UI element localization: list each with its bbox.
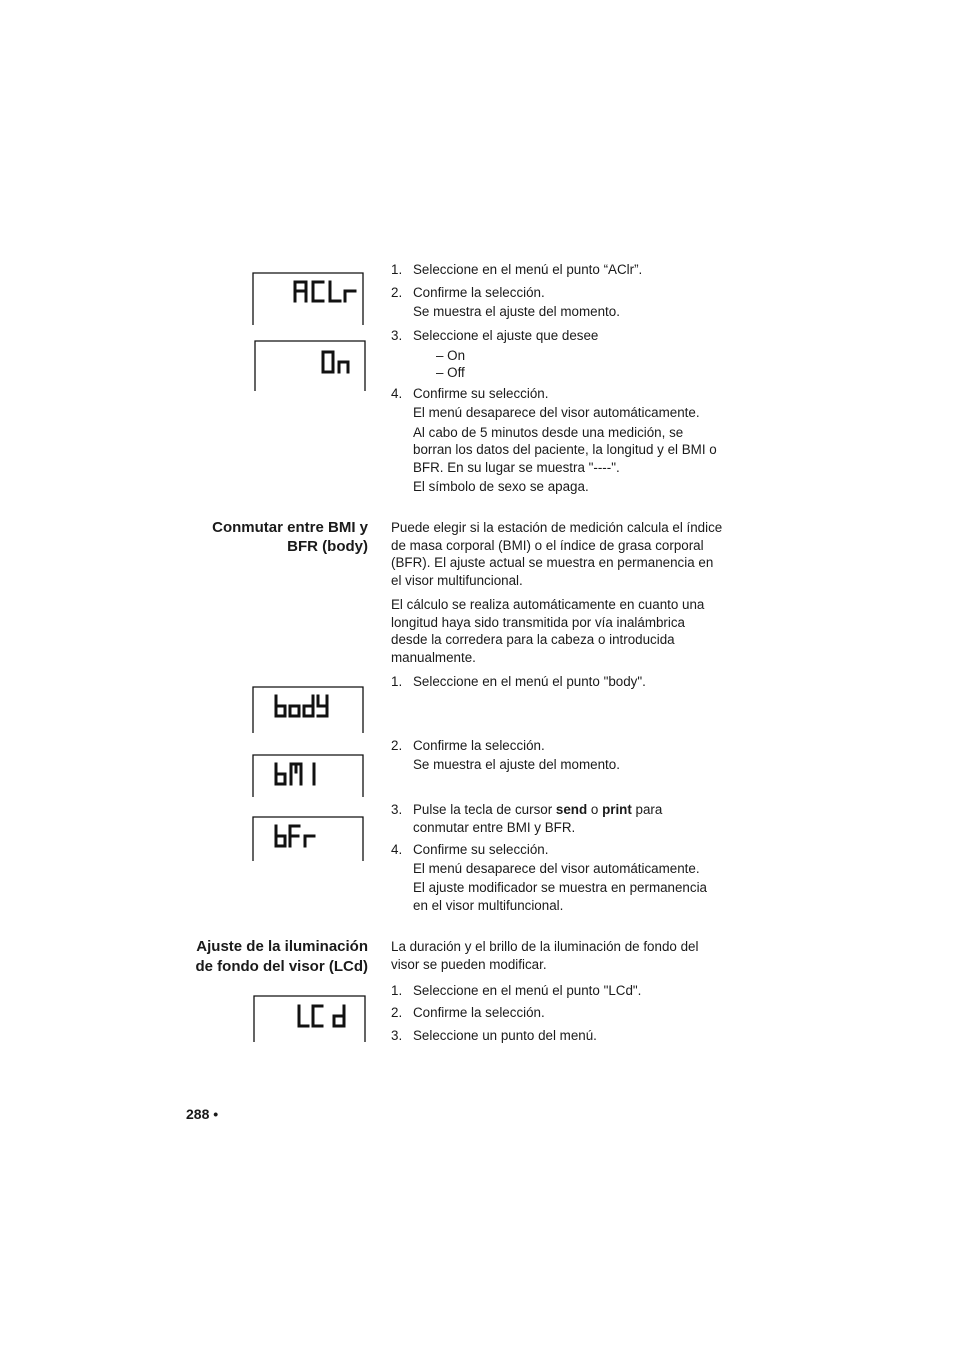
key-print: print <box>602 802 632 817</box>
paragraph-line: longitud haya sido transmitida por vía inalámbrica <box>391 615 686 630</box>
step-text: Seleccione en el menú el punto "body". <box>413 674 646 689</box>
section-heading: Conmutar entre BMI y <box>212 519 368 536</box>
step-number: 1. <box>391 674 403 689</box>
step-text-part: Pulse la tecla de cursor <box>413 802 556 817</box>
step-text: Seleccione en el menú el punto "LCd". <box>413 983 642 998</box>
step-subtext: Se muestra el ajuste del momento. <box>413 304 620 319</box>
step-text-part: o <box>587 802 603 817</box>
step-subtext: Al cabo de 5 minutos desde una medición, se <box>413 425 684 440</box>
paragraph-line: El cálculo se realiza automáticamente en cuanto una <box>391 597 705 612</box>
step-number: 3. <box>391 1028 403 1043</box>
lcd-display-on <box>254 340 366 392</box>
lcd-display-lcd <box>253 995 366 1043</box>
paragraph-line: visor se pueden modificar. <box>391 957 547 972</box>
lcd-display-bfr <box>252 816 364 862</box>
paragraph-line: manualmente. <box>391 650 476 665</box>
option-on: – On <box>436 348 466 363</box>
lcd-display-body <box>252 686 364 734</box>
step-text: Confirme su selección. <box>413 386 549 401</box>
step-number: 4. <box>391 386 403 401</box>
step-subtext: BFR. En su lugar se muestra "----". <box>413 460 620 475</box>
section-heading: Ajuste de la iluminación <box>196 938 368 955</box>
lcd-display-bmi <box>252 754 364 798</box>
step-number: 3. <box>391 802 403 817</box>
paragraph-line: el visor multifuncional. <box>391 573 523 588</box>
step-text: Seleccione el ajuste que desee <box>413 328 599 343</box>
step-text: Confirme su selección. <box>413 842 549 857</box>
step-number: 2. <box>391 1005 403 1020</box>
step-subtext: El menú desaparece del visor automáticamente. <box>413 861 700 876</box>
step-number: 1. <box>391 262 403 277</box>
paragraph-line: (BFR). El ajuste actual se muestra en permanencia en <box>391 555 714 570</box>
key-send: send <box>555 802 588 817</box>
step-subtext: Se muestra el ajuste del momento. <box>413 757 620 772</box>
step-text: Confirme la selección. <box>413 1005 545 1020</box>
step-subtext: en el visor multifuncional. <box>413 898 564 913</box>
step-number: 3. <box>391 328 403 343</box>
step-subtext: El menú desaparece del visor automáticamente. <box>413 405 700 420</box>
section-heading: de fondo del visor (LCd) <box>195 958 368 975</box>
paragraph-line: de masa corporal (BMI) o el índice de grasa corporal <box>391 538 704 553</box>
step-subtext: conmutar entre BMI y BFR. <box>413 820 576 835</box>
step-subtext: El símbolo de sexo se apaga. <box>413 479 589 494</box>
paragraph-line: Puede elegir si la estación de medición calcula el índice <box>391 520 723 535</box>
step-text: Seleccione un punto del menú. <box>413 1028 597 1043</box>
step-number: 4. <box>391 842 403 857</box>
step-subtext: El ajuste modificador se muestra en permanencia <box>413 880 707 895</box>
page-number: 288 • <box>186 1106 219 1122</box>
lcd-display-aclr <box>252 272 364 326</box>
step-number: 2. <box>391 285 403 300</box>
step-text: Confirme la selección. <box>413 285 545 300</box>
step-text: Confirme la selección. <box>413 738 545 753</box>
option-off: – Off <box>436 365 465 380</box>
paragraph-line: desde la corredera para la cabeza o introducida <box>391 632 675 647</box>
step-text-part: para <box>631 802 663 817</box>
step-text <box>413 801 662 819</box>
step-subtext: borran los datos del paciente, la longitud y el BMI o <box>413 442 717 457</box>
section-heading: BFR (body) <box>287 538 368 555</box>
step-text: Seleccione en el menú el punto “AClr”. <box>413 262 643 277</box>
step-number: 2. <box>391 738 403 753</box>
paragraph-line: La duración y el brillo de la iluminación de fondo del <box>391 939 699 954</box>
step-number: 1. <box>391 983 403 998</box>
